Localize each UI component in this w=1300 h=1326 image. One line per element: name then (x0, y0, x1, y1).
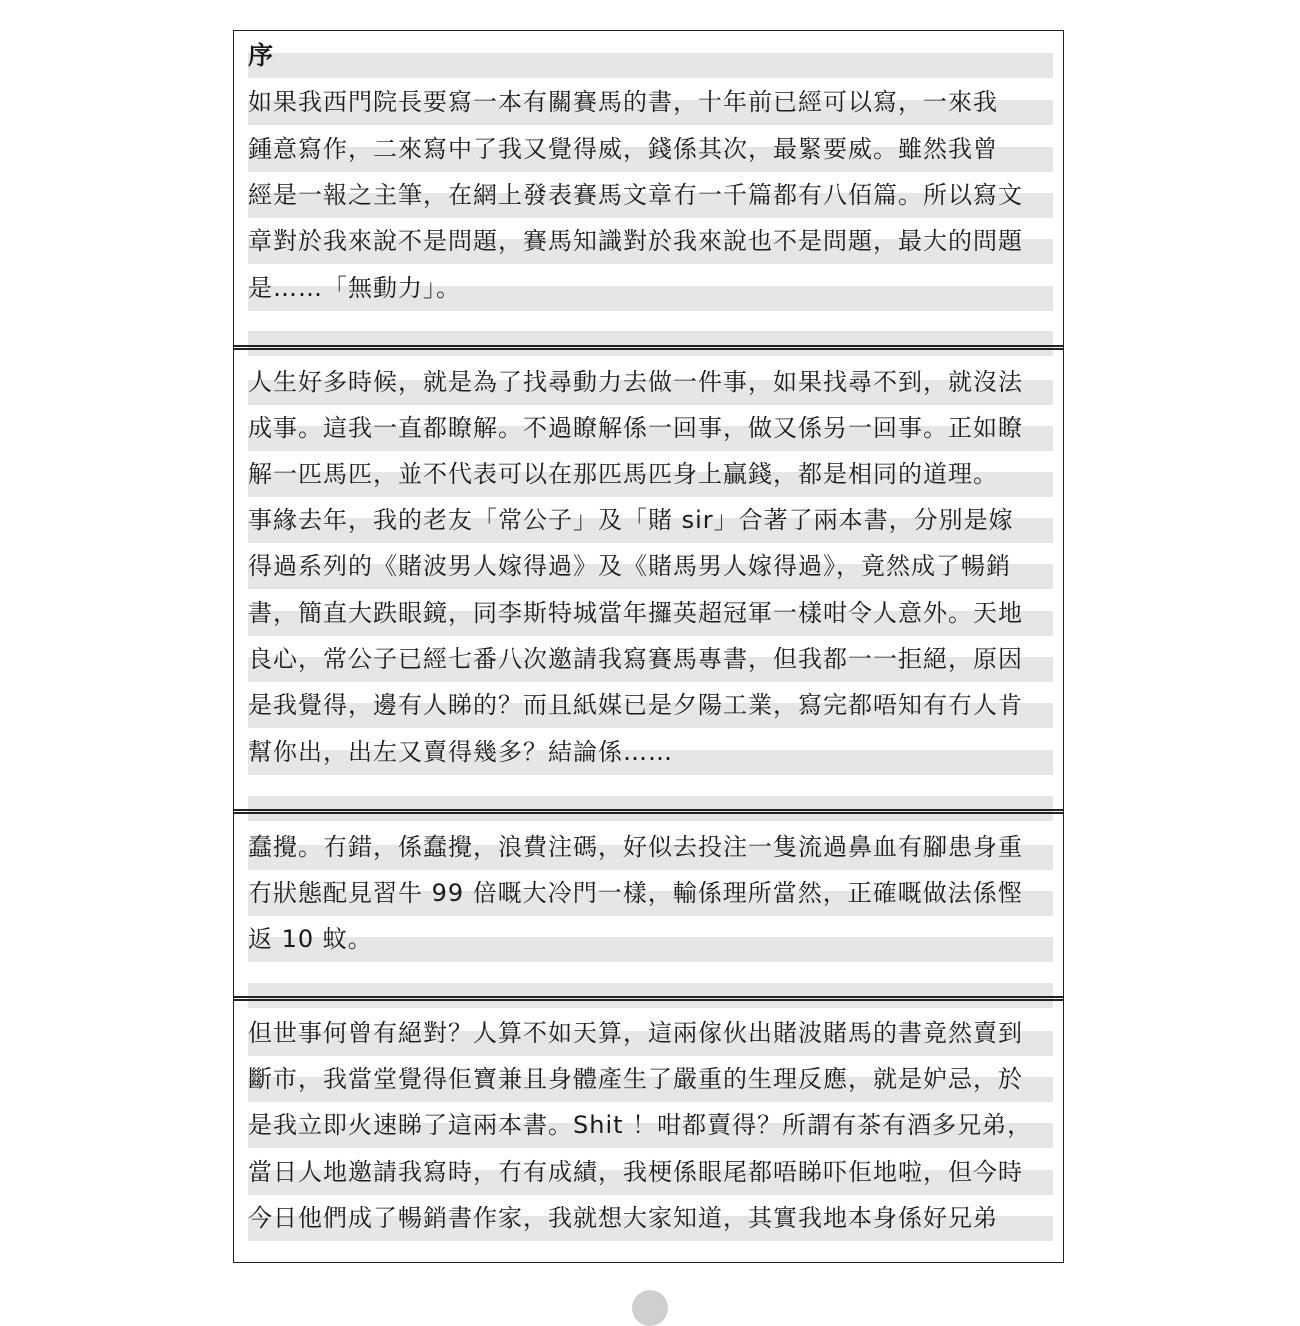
line-text: 蠢攪。冇錯，係蠢攪，浪費注碼，好似去投注一隻流過鼻血有腳患身重 (248, 833, 1023, 861)
line-text: 返 10 蚊。 (248, 925, 373, 953)
line-text: 是我覺得，邊有人睇的？而且紙媒已是夕陽工業，寫完都唔知有冇人肯 (248, 691, 1023, 719)
text-line (248, 599, 1053, 636)
line-text: 事緣去年，我的老友「常公子」及「賭 sir」合著了兩本書，分別是嫁 (248, 506, 1014, 534)
text-line (248, 738, 1053, 775)
line-text: 解一匹馬匹，並不代表可以在那匹馬匹身上贏錢，都是相同的道理。 (248, 460, 998, 488)
line-text: 如果我西門院長要寫一本有關賽馬的書，十年前已經可以寫，一來我 (248, 88, 998, 116)
text-line (248, 227, 1053, 264)
heading-text: 序 (248, 41, 275, 70)
line-text: 章對於我來說不是問題，賽馬知識對於我來說也不是問題，最大的問題 (248, 227, 1023, 255)
text-line (248, 1019, 1053, 1056)
text-line (248, 645, 1053, 682)
line-text: 幫你出，出左又賣得幾多？結論係…… (248, 738, 673, 766)
text-line (248, 833, 1053, 870)
line-text: 得過系列的《賭波男人嫁得過》及《賭馬男人嫁得過》，竟然成了暢銷 (248, 552, 1011, 580)
line-text: 成事。這我一直都瞭解。不過瞭解係一回事，做又係另一回事。正如瞭 (248, 414, 1023, 442)
text-line (248, 925, 1053, 962)
line-text: 是……「無動力」。 (248, 274, 461, 302)
line-text: 書，簡直大跌眼鏡，同李斯特城當年攞英超冠軍一樣咁令人意外。天地 (248, 599, 1023, 627)
text-line (248, 1158, 1053, 1195)
text-line (248, 414, 1053, 451)
text-line (248, 181, 1053, 218)
text-line (248, 460, 1053, 497)
text-line (248, 552, 1053, 589)
line-text: 經是一報之主筆，在網上發表賽馬文章冇一千篇都有八佰篇。所以寫文 (248, 181, 1023, 209)
line-text: 冇狀態配見習牛 99 倍嘅大冷門一樣，輸係理所當然，正確嘅做法係慳 (248, 879, 1023, 907)
line-text: 當日人地邀請我寫時，冇有成績，我梗係眼尾都唔睇吓佢地啦，但今時 (248, 1158, 1023, 1186)
section-divider (234, 996, 1063, 1001)
preface-heading (248, 41, 1053, 78)
line-text: 今日他們成了暢銷書作家，我就想大家知道，其實我地本身係好兄弟 (248, 1204, 998, 1232)
page-number-marker (632, 1290, 668, 1326)
text-line (248, 1204, 1053, 1241)
line-text: 人生好多時候，就是為了找尋動力去做一件事，如果找尋不到，就沒法 (248, 368, 1023, 396)
text-line (248, 135, 1053, 172)
document-page (233, 30, 1064, 1263)
text-line (248, 879, 1053, 916)
line-text: 斷市，我當堂覺得佢寶兼且身體產生了嚴重的生理反應，就是妒忌，於 (248, 1065, 1023, 1093)
line-text: 良心，常公子已經七番八次邀請我寫賽馬專書，但我都一一拒絕，原因 (248, 645, 1023, 673)
text-line (248, 691, 1053, 728)
section-divider (234, 809, 1063, 814)
text-line (248, 274, 1053, 311)
blank-line (248, 331, 1053, 356)
line-text: 是我立即火速睇了這兩本書。Shit ！咁都賣得？所謂有茶有酒多兄弟， (248, 1111, 1033, 1139)
line-text: 鍾意寫作，二來寫中了我又覺得威，錢係其次，最緊要威。雖然我曾 (248, 135, 998, 163)
text-line (248, 1111, 1053, 1148)
text-line (248, 368, 1053, 405)
text-line (248, 1065, 1053, 1102)
section-divider (234, 345, 1063, 350)
text-line (248, 88, 1053, 125)
text-line (248, 506, 1053, 543)
line-text: 但世事何曾有絕對？人算不如天算，這兩傢伙出賭波賭馬的書竟然賣到 (248, 1019, 1023, 1047)
